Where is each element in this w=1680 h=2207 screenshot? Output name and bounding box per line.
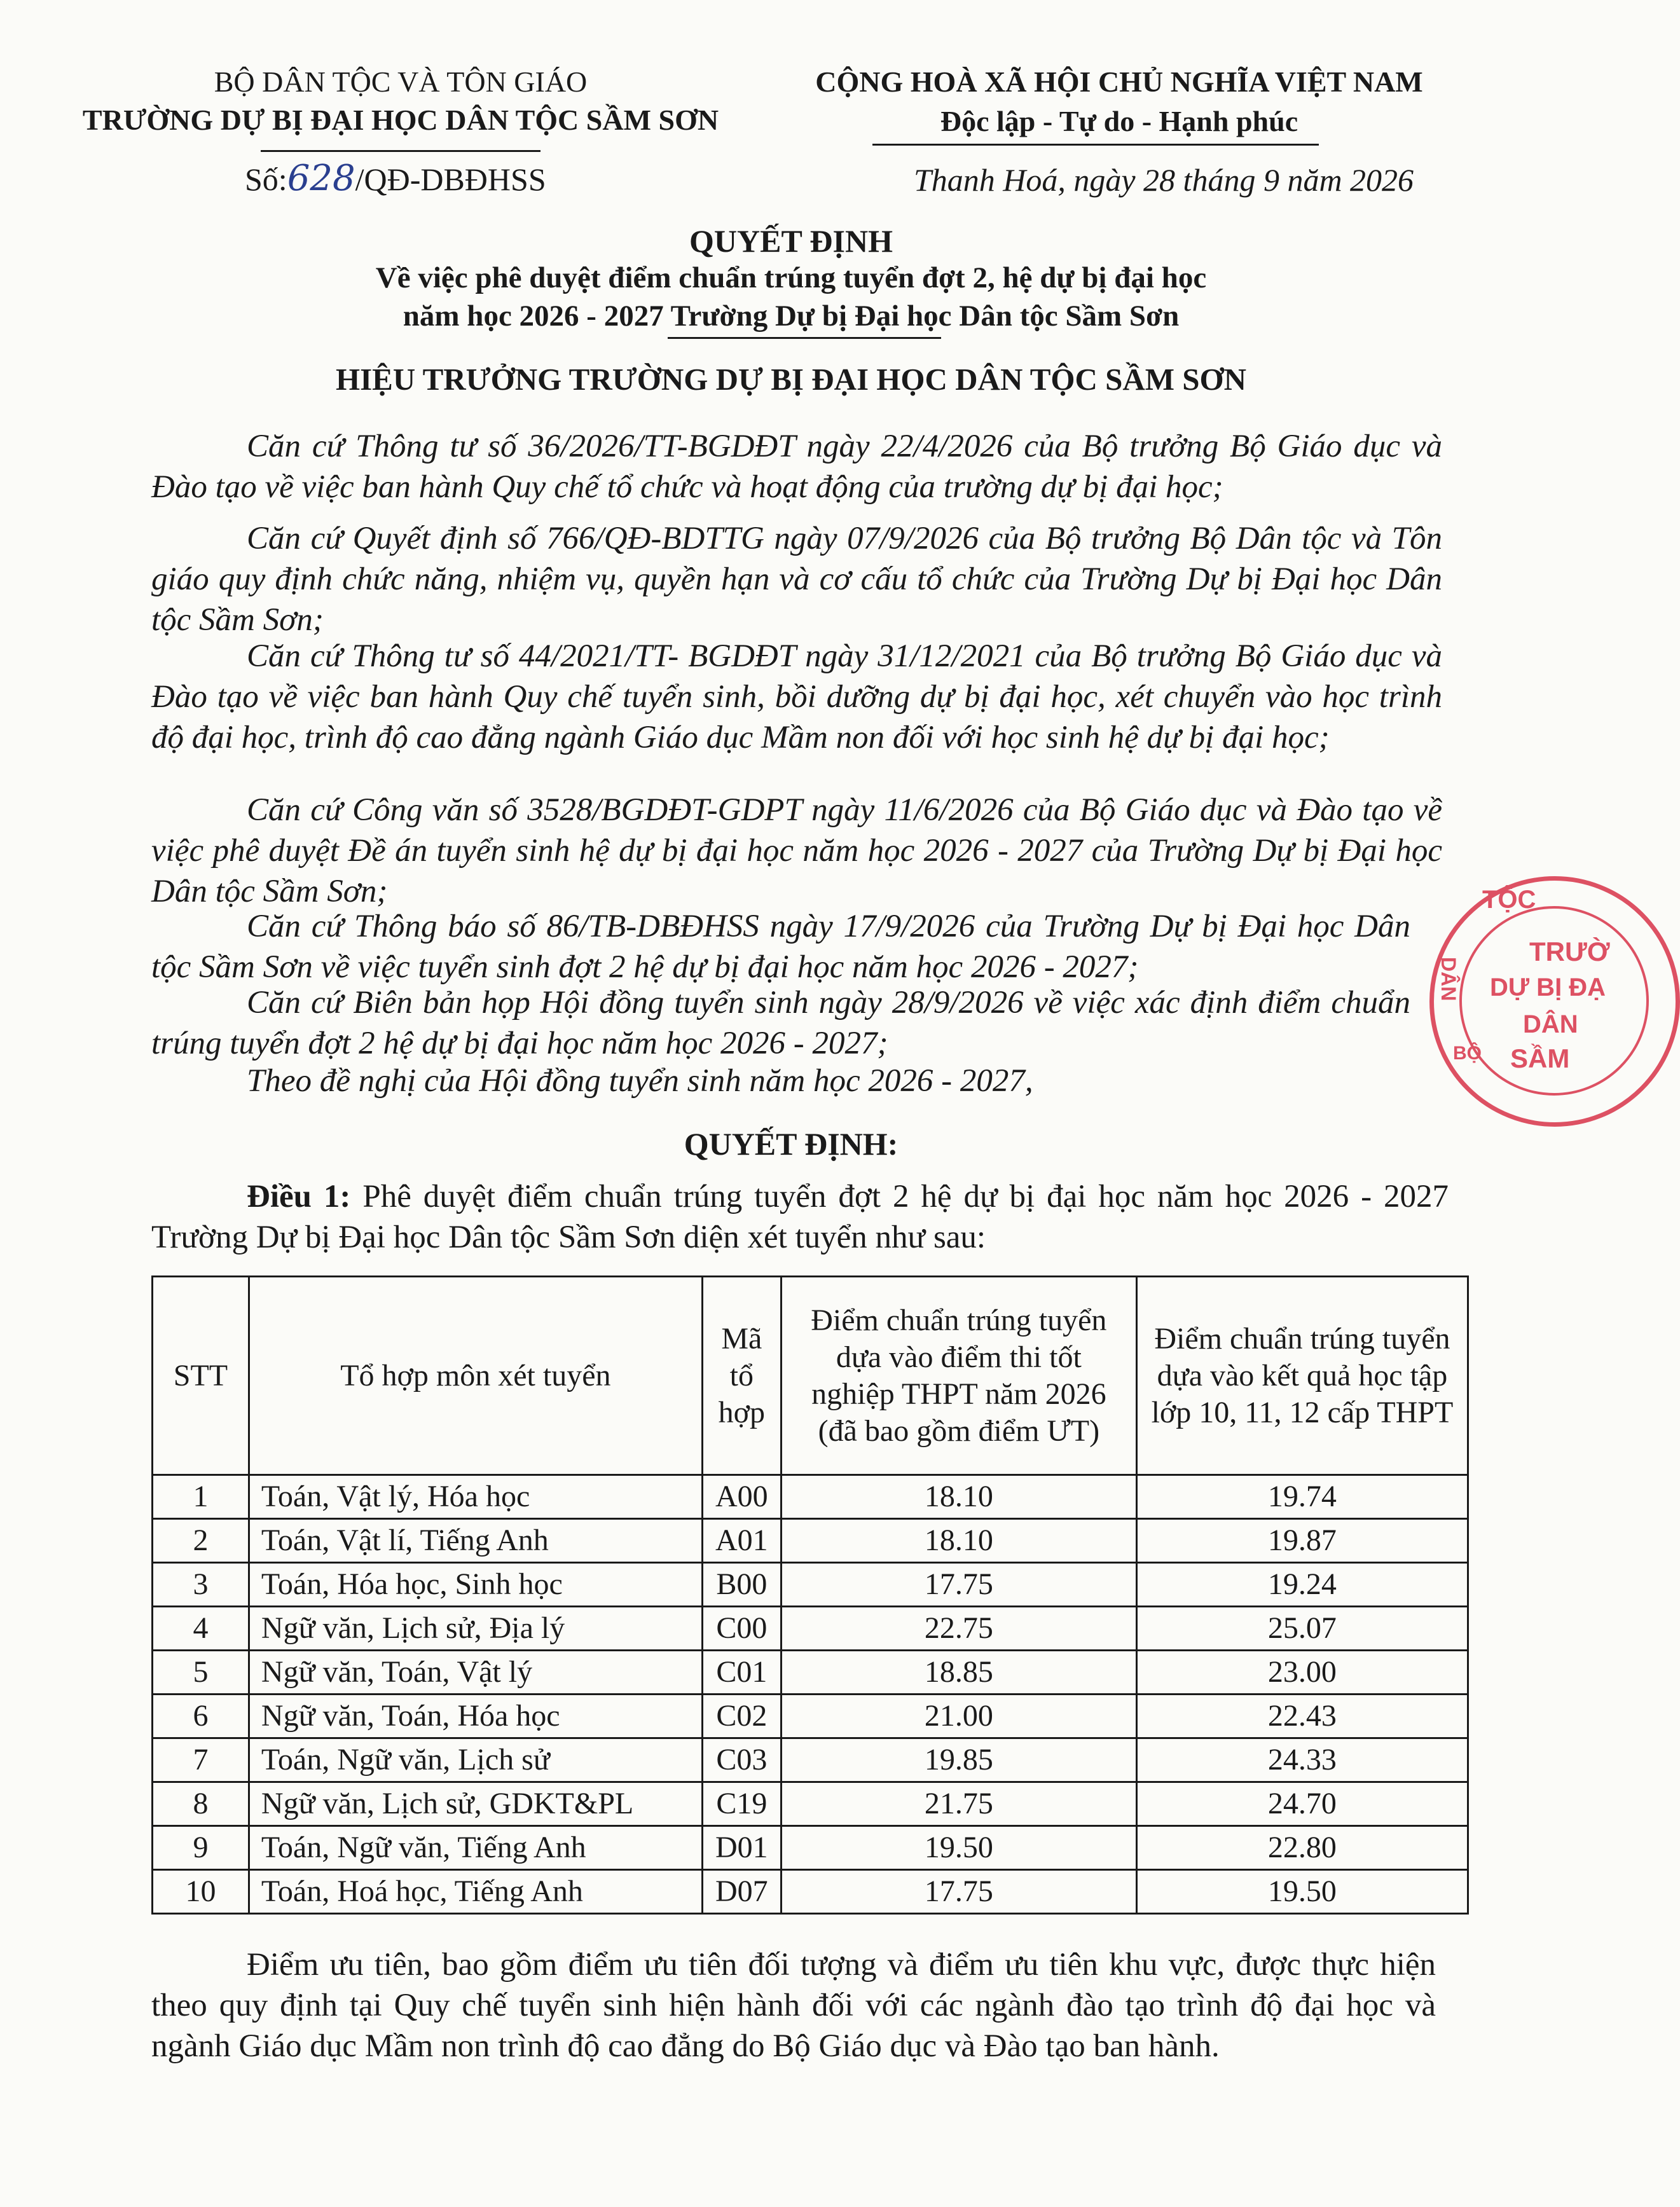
table-row xyxy=(153,1475,1468,1519)
cutoff-score-table xyxy=(151,1275,1469,1915)
cell-record-score: 23.00 xyxy=(1136,1651,1468,1695)
cell-thpt-score: 21.00 xyxy=(781,1695,1136,1738)
table-row xyxy=(153,1870,1468,1914)
cell-record-score: 22.80 xyxy=(1136,1826,1468,1870)
cell-code: D07 xyxy=(702,1870,781,1914)
table-row xyxy=(153,1519,1468,1563)
cell-thpt-score: 19.50 xyxy=(781,1826,1136,1870)
cell-thpt-score: 18.85 xyxy=(781,1651,1136,1695)
cell-thpt-score: 17.75 xyxy=(781,1870,1136,1914)
cell-combination: Toán, Hoá học, Tiếng Anh xyxy=(249,1870,702,1914)
cell-combination: Toán, Ngữ văn, Lịch sử xyxy=(249,1738,702,1782)
cell-thpt-score: 17.75 xyxy=(781,1563,1136,1607)
cell-combination: Ngữ văn, Toán, Vật lý xyxy=(249,1651,702,1695)
doc-no-handwritten: 628 xyxy=(287,158,355,199)
cell-stt: 1 xyxy=(153,1475,249,1519)
cell-thpt-score: 19.85 xyxy=(781,1738,1136,1782)
preamble-4: Căn cứ Công văn số 3528/BGDĐT-GDPT ngày 11/6/2026 của Bộ Giáo dục và Đào tạo về việc phê duyệt Đề án tuyển sinh hệ dự bị đại học năm học 2026 - 2027 của Trường Dự bị Đại học Dân tộc Sầm Sơn; xyxy=(151,792,1442,909)
decision-title: QUYẾT ĐỊNH xyxy=(689,223,893,259)
seal-text-5: SẦM xyxy=(1510,1043,1570,1073)
table-row xyxy=(153,1695,1468,1738)
table-row xyxy=(153,1738,1468,1782)
cell-code: A01 xyxy=(702,1519,781,1563)
cell-code: B00 xyxy=(702,1563,781,1607)
preamble-5: Căn cứ Thông báo số 86/TB-DBĐHSS ngày 17/9/2026 của Trường Dự bị Đại học Dân tộc Sầm Sơn về việc tuyển sinh đợt 2 hệ dự bị đại học năm học 2026 - 2027; xyxy=(151,909,1410,985)
cell-record-score: 19.74 xyxy=(1136,1475,1468,1519)
seal-text-2: TRƯỜ xyxy=(1529,937,1610,966)
seal-text-4: DÂN xyxy=(1523,1010,1578,1038)
cell-code: D01 xyxy=(702,1826,781,1870)
preamble-6: Căn cứ Biên bản họp Hội đồng tuyển sinh ngày 28/9/2026 về việc xác định điểm chuẩn trúng tuyển đợt 2 hệ dự bị đại học năm học 2026 - 2027; xyxy=(151,985,1410,1061)
cell-code: C02 xyxy=(702,1695,781,1738)
cell-record-score: 24.33 xyxy=(1136,1738,1468,1782)
cell-combination: Ngữ văn, Toán, Hóa học xyxy=(249,1695,702,1738)
place-date: Thanh Hoá, ngày 28 tháng 9 năm 2026 xyxy=(913,162,1414,198)
cell-thpt-score: 22.75 xyxy=(781,1607,1136,1651)
header-record-score: Điểm chuẩn trúng tuyển dựa vào kết quả học tập lớp 10, 11, 12 cấp THPT xyxy=(1136,1277,1468,1475)
header-thpt-score: Điểm chuẩn trúng tuyển dựa vào điểm thi tốt nghiệp THPT năm 2026 (đã bao gồm điểm ƯT) xyxy=(781,1277,1136,1475)
cell-record-score: 25.07 xyxy=(1136,1607,1468,1651)
preamble-7: Theo đề nghị của Hội đồng tuyển sinh năm học 2026 - 2027, xyxy=(247,1063,1033,1099)
national-motto: Độc lập - Tự do - Hạnh phúc xyxy=(940,105,1298,137)
article-1-text: Phê duyệt điểm chuẩn trúng tuyển đợt 2 hệ dự bị đại học năm học 2026 - 2027 Trường Dự bị Đại học Dân tộc Sầm Sơn diện xét tuyển như sau: xyxy=(151,1179,1449,1255)
preamble-1: Căn cứ Thông tư số 36/2026/TT-BGDĐT ngày 22/4/2026 của Bộ trưởng Bộ Giáo dục và Đào tạo về việc ban hành Quy chế tổ chức và hoạt động của trường dự bị đại học; xyxy=(151,429,1442,505)
table-row xyxy=(153,1607,1468,1651)
preamble-2: Căn cứ Quyết định số 766/QĐ-BDTTG ngày 07/9/2026 của Bộ trưởng Bộ Dân tộc và Tôn giáo quy định chức năng, nhiệm vụ, quyền hạn và cơ cấu tổ chức của Trường Dự bị Đại học Dân tộc Sầm Sơn; xyxy=(151,521,1442,638)
cell-code: C00 xyxy=(702,1607,781,1651)
seal-text-1: TỘC xyxy=(1482,886,1536,914)
cell-record-score: 19.24 xyxy=(1136,1563,1468,1607)
seal-inner-ring xyxy=(1459,906,1649,1096)
header-combination: Tổ hợp môn xét tuyển xyxy=(249,1277,702,1475)
cell-stt: 6 xyxy=(153,1695,249,1738)
seal-text-3: DỰ BỊ ĐẠ xyxy=(1490,973,1606,1001)
nation-name: CỘNG HOÀ XÃ HỘI CHỦ NGHĨA VIỆT NAM xyxy=(815,65,1423,98)
table-row xyxy=(153,1563,1468,1607)
cell-combination: Ngữ văn, Lịch sử, GDKT&PL xyxy=(249,1782,702,1826)
seal-text-6: DÂN xyxy=(1437,957,1460,1001)
decision-subject-line1: Về việc phê duyệt điểm chuẩn trúng tuyển đợt 2, hệ dự bị đại học xyxy=(375,261,1207,294)
doc-no-prefix: Số: xyxy=(245,162,287,197)
cell-thpt-score: 18.10 xyxy=(781,1519,1136,1563)
cell-thpt-score: 18.10 xyxy=(781,1475,1136,1519)
seal-text-7: BỘ xyxy=(1453,1043,1482,1064)
cell-record-score: 22.43 xyxy=(1136,1695,1468,1738)
cell-stt: 9 xyxy=(153,1826,249,1870)
table-header-row xyxy=(153,1277,1468,1475)
motto-underline xyxy=(872,144,1319,146)
cell-stt: 3 xyxy=(153,1563,249,1607)
doc-no-suffix: /QĐ-DBĐHSS xyxy=(355,162,546,197)
table-row xyxy=(153,1826,1468,1870)
article-1-label: Điều 1: xyxy=(247,1179,351,1214)
cell-record-score: 19.87 xyxy=(1136,1519,1468,1563)
cell-stt: 4 xyxy=(153,1607,249,1651)
authority-line: HIỆU TRƯỞNG TRƯỜNG DỰ BỊ ĐẠI HỌC DÂN TỘC SẦM SƠN xyxy=(335,362,1247,397)
cell-combination: Toán, Vật lý, Hóa học xyxy=(249,1475,702,1519)
cell-combination: Ngữ văn, Lịch sử, Địa lý xyxy=(249,1607,702,1651)
cell-stt: 10 xyxy=(153,1870,249,1914)
table-row xyxy=(153,1782,1468,1826)
cell-thpt-score: 21.75 xyxy=(781,1782,1136,1826)
table-row xyxy=(153,1651,1468,1695)
cell-code: C01 xyxy=(702,1651,781,1695)
header-code: Mã tổ hợp xyxy=(702,1277,781,1475)
school-name: TRƯỜNG DỰ BỊ ĐẠI HỌC DÂN TỘC SẦM SƠN xyxy=(82,104,719,136)
cell-record-score: 19.50 xyxy=(1136,1870,1468,1914)
decision-subject-line2: năm học 2026 - 2027 Trường Dự bị Đại học Dân tộc Sầm Sơn xyxy=(403,299,1180,333)
ministry-name: BỘ DÂN TỘC VÀ TÔN GIÁO xyxy=(214,65,588,98)
preamble-3: Căn cứ Thông tư số 44/2021/TT- BGDĐT ngày 31/12/2021 của Bộ trưởng Bộ Giáo dục và Đào tạo về việc ban hành Quy chế tuyển sinh, bồi dưỡng dự bị đại học, xét chuyển vào học trình độ đại học, trình độ cao đẳng ngành Giáo dục Mầm non đối với học sinh hệ dự bị đại học; xyxy=(151,638,1442,755)
cell-record-score: 24.70 xyxy=(1136,1782,1468,1826)
document-number xyxy=(245,160,690,198)
cell-code: A00 xyxy=(702,1475,781,1519)
cell-stt: 8 xyxy=(153,1782,249,1826)
school-underline xyxy=(261,150,540,152)
cell-code: C19 xyxy=(702,1782,781,1826)
subject-underline xyxy=(668,337,941,339)
cell-combination: Toán, Ngữ văn, Tiếng Anh xyxy=(249,1826,702,1870)
cell-combination: Toán, Hóa học, Sinh học xyxy=(249,1563,702,1607)
decision-heading: QUYẾT ĐỊNH: xyxy=(684,1126,899,1162)
official-seal xyxy=(1429,876,1680,1127)
header-stt: STT xyxy=(153,1277,249,1475)
article-1 xyxy=(151,1176,1449,1258)
cell-code: C03 xyxy=(702,1738,781,1782)
cell-stt: 7 xyxy=(153,1738,249,1782)
cell-stt: 2 xyxy=(153,1519,249,1563)
cell-combination: Toán, Vật lí, Tiếng Anh xyxy=(249,1519,702,1563)
cell-stt: 5 xyxy=(153,1651,249,1695)
closing-paragraph: Điểm ưu tiên, bao gồm điểm ưu tiên đối tượng và điểm ưu tiên khu vực, được thực hiện theo quy định tại Quy chế tuyển sinh hiện hành đối với các ngành đào tạo trình độ đại học và ngành Giáo dục Mầm non trình độ cao đẳng do Bộ Giáo dục và Đào tạo ban hành. xyxy=(151,1947,1436,2064)
